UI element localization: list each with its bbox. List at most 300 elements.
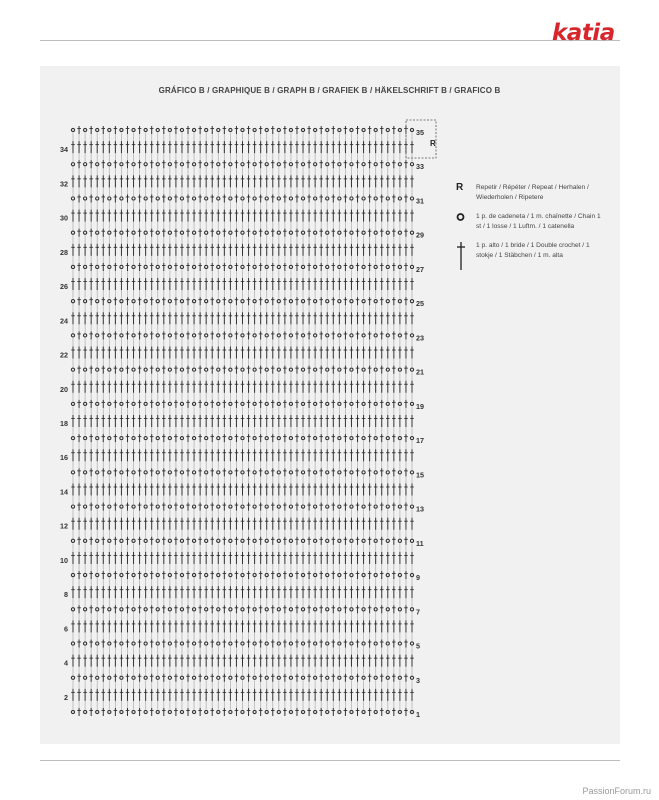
chain-stitch <box>326 608 329 611</box>
chain-stitch <box>96 608 99 611</box>
chain-stitch <box>205 573 208 576</box>
chain-stitch <box>326 642 329 645</box>
chain-stitch <box>156 539 159 542</box>
chain-stitch <box>277 300 280 303</box>
chain-stitch <box>192 231 195 234</box>
row-number-label: 28 <box>60 247 68 257</box>
chain-stitch <box>217 265 220 268</box>
chain-stitch <box>168 539 171 542</box>
chain-stitch <box>144 300 147 303</box>
chain-stitch <box>410 265 413 268</box>
chain-stitch <box>338 471 341 474</box>
chain-stitch <box>314 300 317 303</box>
chain-stitch <box>277 334 280 337</box>
chain-stitch <box>326 163 329 166</box>
chain-stitch <box>217 368 220 371</box>
chain-stitch <box>71 573 74 576</box>
chain-stitch <box>205 163 208 166</box>
row-number-label: 23 <box>416 333 424 343</box>
chain-stitch <box>265 128 268 131</box>
chain-stitch <box>362 163 365 166</box>
chain-stitch <box>96 197 99 200</box>
chain-stitch <box>205 402 208 405</box>
chain-stitch <box>265 300 268 303</box>
chain-stitch <box>192 505 195 508</box>
row-number-label: 22 <box>60 350 68 360</box>
chain-stitch <box>374 608 377 611</box>
chain-stitch <box>253 368 256 371</box>
chain-stitch <box>84 539 87 542</box>
chain-stitch <box>229 642 232 645</box>
chain-stitch <box>301 368 304 371</box>
chain-stitch <box>217 608 220 611</box>
chain-stitch <box>301 573 304 576</box>
row-number-label: 29 <box>416 230 424 240</box>
chain-stitch <box>132 539 135 542</box>
chain-stitch <box>132 402 135 405</box>
chain-stitch <box>350 471 353 474</box>
chain-stitch <box>156 437 159 440</box>
chain-stitch <box>301 539 304 542</box>
chain-stitch <box>180 608 183 611</box>
chain-stitch <box>277 368 280 371</box>
chain-stitch <box>362 505 365 508</box>
chain-stitch <box>241 334 244 337</box>
chain-stitch <box>144 402 147 405</box>
chain-stitch <box>192 197 195 200</box>
chain-stitch <box>253 471 256 474</box>
chain-stitch <box>410 608 413 611</box>
chain-stitch <box>229 437 232 440</box>
chain-stitch <box>120 163 123 166</box>
chain-stitch <box>350 642 353 645</box>
chain-stitch <box>156 334 159 337</box>
chain-stitch <box>192 437 195 440</box>
chain-stitch <box>180 471 183 474</box>
chain-stitch <box>338 539 341 542</box>
chain-stitch <box>362 231 365 234</box>
chain-stitch <box>374 402 377 405</box>
chain-stitch <box>326 197 329 200</box>
chain-stitch <box>362 197 365 200</box>
chain-stitch <box>84 163 87 166</box>
chain-stitch <box>289 368 292 371</box>
chain-stitch <box>314 265 317 268</box>
chain-stitch <box>314 128 317 131</box>
chain-stitch <box>314 608 317 611</box>
chain-stitch <box>84 265 87 268</box>
chain-stitch <box>205 437 208 440</box>
chain-stitch <box>398 437 401 440</box>
chain-stitch <box>265 471 268 474</box>
chain-stitch <box>265 505 268 508</box>
chain-stitch <box>217 334 220 337</box>
chain-stitch <box>265 642 268 645</box>
chain-stitch <box>314 573 317 576</box>
chain-stitch <box>71 608 74 611</box>
chain-stitch <box>144 437 147 440</box>
chain-stitch <box>192 608 195 611</box>
chain-stitch <box>180 231 183 234</box>
chain-stitch <box>410 437 413 440</box>
chain-stitch <box>326 334 329 337</box>
chain-stitch <box>265 608 268 611</box>
row-number-label: 13 <box>416 504 424 514</box>
chain-stitch <box>398 642 401 645</box>
chain-stitch <box>374 163 377 166</box>
chain-stitch <box>192 539 195 542</box>
chain-stitch <box>96 368 99 371</box>
chain-stitch <box>120 197 123 200</box>
chain-stitch <box>229 128 232 131</box>
chain-stitch <box>410 573 413 576</box>
chain-stitch <box>180 539 183 542</box>
row-number-label: 17 <box>416 436 424 446</box>
chain-stitch <box>241 471 244 474</box>
row-number-label: 12 <box>60 521 68 531</box>
chain-stitch <box>120 642 123 645</box>
chain-stitch <box>314 231 317 234</box>
chain-stitch <box>205 128 208 131</box>
chain-stitch <box>350 197 353 200</box>
chain-stitch <box>96 505 99 508</box>
chain-stitch <box>326 505 329 508</box>
chain-stitch <box>144 608 147 611</box>
chain-stitch <box>192 265 195 268</box>
chain-stitch <box>301 402 304 405</box>
chain-stitch <box>156 573 159 576</box>
row-number-label: 25 <box>416 299 424 309</box>
chain-stitch <box>217 642 220 645</box>
chain-stitch <box>350 402 353 405</box>
chain-stitch <box>410 163 413 166</box>
chain-stitch <box>362 300 365 303</box>
chain-stitch <box>338 197 341 200</box>
chain-stitch <box>217 300 220 303</box>
chain-stitch <box>374 573 377 576</box>
chain-stitch <box>71 642 74 645</box>
chain-stitch <box>241 265 244 268</box>
chain-stitch <box>398 163 401 166</box>
chain-stitch <box>374 437 377 440</box>
chart-title: GRÁFICO B / GRAPHIQUE B / GRAPH B / GRAFIEK B / HÄKELSCHRIFT B / GRAFICO B <box>158 86 501 95</box>
row-number-label: 16 <box>60 453 68 463</box>
chain-stitch <box>71 231 74 234</box>
chain-stitch <box>180 437 183 440</box>
row-number-label: 5 <box>416 641 420 651</box>
chain-stitch <box>132 128 135 131</box>
chain-stitch <box>180 642 183 645</box>
chain-stitch <box>386 539 389 542</box>
row-number-label: 6 <box>64 624 68 634</box>
chain-stitch <box>301 505 304 508</box>
chain-stitch <box>362 128 365 131</box>
chain-stitch <box>71 437 74 440</box>
chain-stitch <box>410 539 413 542</box>
chain-stitch <box>132 642 135 645</box>
row-number-label: 34 <box>60 145 68 155</box>
chain-stitch <box>156 231 159 234</box>
chain-stitch <box>192 163 195 166</box>
chain-stitch <box>253 437 256 440</box>
row-number-label: 7 <box>416 607 420 617</box>
chain-stitch <box>205 608 208 611</box>
chain-stitch <box>144 505 147 508</box>
chain-stitch <box>410 334 413 337</box>
chain-stitch <box>108 300 111 303</box>
chain-stitch <box>144 128 147 131</box>
chain-stitch <box>326 231 329 234</box>
chain-stitch <box>168 300 171 303</box>
chain-stitch <box>253 197 256 200</box>
chain-stitch <box>156 128 159 131</box>
chain-stitch <box>410 471 413 474</box>
chain-stitch <box>326 539 329 542</box>
chain-stitch <box>217 197 220 200</box>
chain-stitch <box>96 402 99 405</box>
chain-stitch <box>253 231 256 234</box>
chain-stitch <box>362 334 365 337</box>
chain-stitch <box>241 402 244 405</box>
chain-stitch <box>241 642 244 645</box>
chain-stitch <box>241 368 244 371</box>
chain-stitch <box>84 505 87 508</box>
chain-stitch <box>289 265 292 268</box>
chain-stitch <box>96 437 99 440</box>
chain-stitch <box>229 300 232 303</box>
chain-stitch <box>229 265 232 268</box>
chain-stitch <box>410 128 413 131</box>
chain-stitch <box>277 265 280 268</box>
chain-stitch <box>386 505 389 508</box>
chain-stitch <box>205 539 208 542</box>
chain-stitch <box>301 197 304 200</box>
row-number-label: 35 <box>416 128 424 137</box>
chain-stitch <box>229 471 232 474</box>
chain-stitch <box>289 505 292 508</box>
chain-stitch <box>386 437 389 440</box>
chain-stitch <box>132 334 135 337</box>
chain-stitch <box>350 539 353 542</box>
chain-stitch <box>144 265 147 268</box>
chain-stitch <box>277 505 280 508</box>
chain-stitch <box>217 539 220 542</box>
chain-stitch <box>386 334 389 337</box>
chain-stitch <box>84 642 87 645</box>
chain-stitch <box>71 505 74 508</box>
chain-stitch <box>374 368 377 371</box>
chain-stitch <box>314 402 317 405</box>
chain-stitch <box>277 163 280 166</box>
chain-stitch <box>410 300 413 303</box>
chain-stitch <box>301 231 304 234</box>
row-number-label: 14 <box>60 487 68 497</box>
chain-stitch <box>144 334 147 337</box>
chain-stitch <box>374 642 377 645</box>
chain-stitch <box>350 573 353 576</box>
row-number-label: 31 <box>416 196 424 206</box>
chain-stitch <box>338 402 341 405</box>
chain-stitch <box>241 505 244 508</box>
chain-stitch <box>265 197 268 200</box>
chain-stitch <box>192 128 195 131</box>
chain-stitch <box>301 437 304 440</box>
chain-stitch <box>362 642 365 645</box>
chain-stitch <box>314 163 317 166</box>
chain-stitch <box>217 402 220 405</box>
chain-stitch <box>241 608 244 611</box>
chain-stitch <box>350 128 353 131</box>
chain-stitch <box>398 231 401 234</box>
chain-stitch <box>253 642 256 645</box>
chain-stitch <box>120 128 123 131</box>
chain-stitch <box>338 505 341 508</box>
chain-stitch <box>108 197 111 200</box>
chain-stitch <box>398 265 401 268</box>
chain-stitch <box>168 437 171 440</box>
chain-stitch <box>374 300 377 303</box>
chain-stitch <box>168 505 171 508</box>
chain-stitch <box>386 573 389 576</box>
chain-stitch <box>277 471 280 474</box>
chain-stitch <box>362 573 365 576</box>
chain-stitch <box>338 163 341 166</box>
chain-stitch <box>120 539 123 542</box>
chain-stitch <box>229 368 232 371</box>
row-number-label: 19 <box>416 401 424 411</box>
chain-stitch <box>410 197 413 200</box>
chain-stitch <box>398 368 401 371</box>
chain-stitch <box>374 471 377 474</box>
chain-stitch <box>84 402 87 405</box>
chain-stitch <box>338 265 341 268</box>
chain-stitch <box>205 300 208 303</box>
row-number-label: 18 <box>60 419 68 428</box>
chain-stitch <box>326 265 329 268</box>
chain-stitch <box>205 368 208 371</box>
chain-stitch <box>241 300 244 303</box>
chain-stitch <box>253 539 256 542</box>
chain-stitch <box>96 642 99 645</box>
chain-stitch <box>253 402 256 405</box>
row-number-label: 21 <box>416 367 424 377</box>
chain-stitch <box>289 334 292 337</box>
chain-stitch <box>144 368 147 371</box>
row-number-label: 9 <box>416 573 420 583</box>
chain-stitch <box>338 334 341 337</box>
chain-stitch <box>362 437 365 440</box>
chain-stitch <box>192 402 195 405</box>
chain-stitch <box>71 539 74 542</box>
chain-stitch <box>350 300 353 303</box>
chain-stitch <box>132 265 135 268</box>
chain-stitch <box>96 163 99 166</box>
chain-stitch <box>314 437 317 440</box>
chain-stitch <box>84 368 87 371</box>
chain-stitch <box>217 163 220 166</box>
chain-stitch <box>132 608 135 611</box>
chain-stitch <box>277 573 280 576</box>
chain-stitch <box>120 300 123 303</box>
chain-stitch <box>338 128 341 131</box>
chain-stitch <box>205 642 208 645</box>
chain-stitch <box>120 505 123 508</box>
chain-stitch <box>350 505 353 508</box>
chain-stitch <box>265 231 268 234</box>
chain-stitch <box>217 231 220 234</box>
chain-stitch <box>108 163 111 166</box>
chain-stitch <box>108 642 111 645</box>
chain-stitch <box>398 402 401 405</box>
chain-stitch <box>108 539 111 542</box>
chain-stitch <box>241 231 244 234</box>
chain-stitch <box>144 642 147 645</box>
chain-stitch <box>362 265 365 268</box>
chain-stitch <box>205 265 208 268</box>
chain-stitch <box>229 334 232 337</box>
chain-stitch <box>338 368 341 371</box>
chain-stitch <box>168 642 171 645</box>
chain-stitch <box>398 539 401 542</box>
chain-stitch <box>386 197 389 200</box>
chain-stitch <box>180 163 183 166</box>
chain-stitch <box>168 334 171 337</box>
chain-stitch <box>410 402 413 405</box>
chain-stitch <box>253 608 256 611</box>
chain-stitch <box>180 505 183 508</box>
chain-stitch <box>132 437 135 440</box>
chain-stitch <box>386 300 389 303</box>
chain-stitch <box>314 642 317 645</box>
chain-stitch <box>265 573 268 576</box>
chain-stitch <box>205 505 208 508</box>
chain-stitch <box>350 368 353 371</box>
chain-stitch <box>241 539 244 542</box>
chain-stitch <box>350 334 353 337</box>
chain-stitch <box>217 471 220 474</box>
chain-stitch <box>156 608 159 611</box>
chain-stitch <box>398 128 401 131</box>
row-number-label: 10 <box>60 555 68 565</box>
row-number-label: 20 <box>60 384 68 394</box>
chain-stitch <box>229 231 232 234</box>
chain-stitch <box>120 231 123 234</box>
chain-stitch <box>180 265 183 268</box>
chain-stitch <box>229 539 232 542</box>
chain-stitch <box>84 573 87 576</box>
chain-stitch <box>71 265 74 268</box>
chain-stitch <box>241 437 244 440</box>
chain-stitch <box>84 471 87 474</box>
chain-stitch <box>338 573 341 576</box>
chain-stitch <box>398 471 401 474</box>
chain-stitch <box>277 539 280 542</box>
chain-stitch <box>253 505 256 508</box>
chain-stitch <box>71 334 74 337</box>
chain-stitch <box>289 128 292 131</box>
chain-stitch <box>84 334 87 337</box>
chain-stitch <box>108 231 111 234</box>
chain-stitch <box>338 437 341 440</box>
chain-stitch <box>326 437 329 440</box>
chain-stitch <box>350 231 353 234</box>
row-number-label: 15 <box>416 470 424 480</box>
chain-stitch <box>205 334 208 337</box>
row-number-label: 32 <box>60 179 68 189</box>
chain-stitch <box>338 300 341 303</box>
chain-stitch <box>289 608 292 611</box>
chain-stitch <box>168 265 171 268</box>
